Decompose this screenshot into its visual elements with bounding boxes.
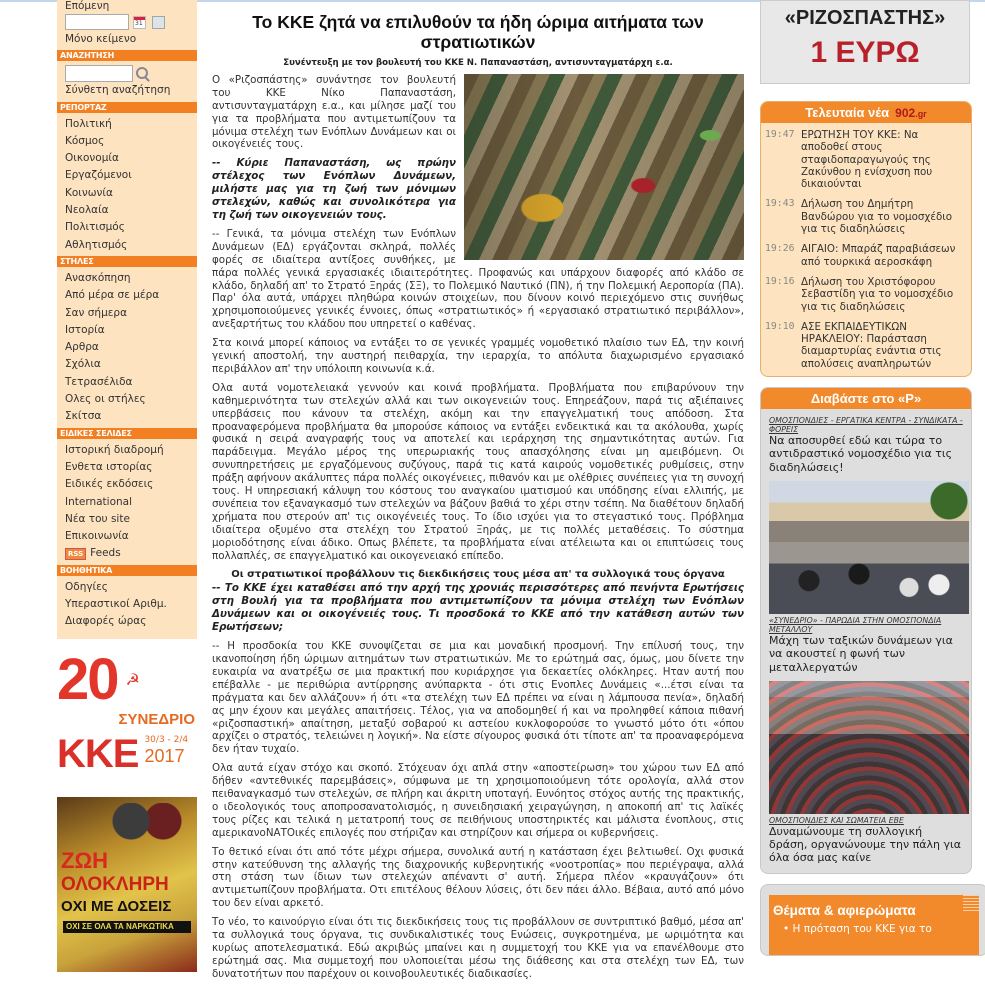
congress-party: ΚΚΕ: [57, 731, 139, 776]
section-heading-reportaz: ΡΕΠΟΡΤΑΖ: [57, 102, 197, 113]
poster-line-2: ΟΛΟΚΛΗΡΗ: [61, 873, 169, 895]
article: [212, 0, 744, 987]
read-item[interactable]: [761, 416, 971, 614]
article-paragraph: Ολα αυτά νομοτελειακά γεννούν και κοινά προβλήματα. Προβλήματα που επιβαρύνουν την καθημερινότητα των στελεχών αλλά και των οικογενειών τους. Επηρεάζουν, παρά τις αξιέπαινες υπερβάσεις που κάνουν τα στελέχη, ακόμη και την επαγγελματική τους απόδοση. Στα προαναφερόμενα προβλήματα θα μπορούσε κάποιος να εντάξει ενδεικτικά και τα ακόλουθα, χωρίς φυσικά η σειρά αναγραφής τους να αποτελεί και ιεράρχηση της σημαντικότητας αυτών. Για παράδειγμα. Μεγάλο μέρος της υπερωριακής τους απασχόλησης είναι μη αμειβόμενη. Οι συνυπηρετήσεις με εργαζόμενους συζύγους, παρά τις κατά καιρούς νομοθετικές ρυθμίσεις, στην πράξη αφήνουν ακάλυπτες πάρα πολλές οικογένειες, πιθανόν και με ολέθριες συνέπειες για τη συνοχή τους. Η υπηρεσιακή κάλυψη του κόστους του αναγκαίου ιματισμού και υπόδησης είναι ελλιπής, με συνέπεια τον εξαναγκασμό των στελεχών να βάζουν βαθιά το χέρι στην τσέπη. Να διαθέτουν δηλαδή χρήματα που στερούν απ' τις οικογένειές τους. Το ίδιο ισχύει για το στεγαστικό τους. Πρόβλημα ιδιαίτερα οξυμένο στα στελέχη του Στρατού Ξηράς, με τις πολλές μεταθέσεις. Το σύστημα μοριοδότησης είναι άδικο. Οπως βλέπετε, τα προβλήματα είναι ατέλειωτα και οι επιπτώσεις τους πολλαπλές, σε επαγγελματικό και οικογενειακό επίπεδο.: [212, 381, 744, 562]
rss-feeds-label: Feeds: [90, 547, 121, 560]
news-text[interactable]: Δήλωση του Δημήτρη Βανδώρου για το νομοσχέδιο για τις διαδηλώσεις: [801, 198, 953, 236]
sidebar-item-politismos[interactable]: Πολιτισμός: [65, 221, 125, 234]
sidebar-item-nea-tou-site[interactable]: Νέα του site: [65, 512, 130, 525]
sidebar-item-arthra[interactable]: Αρθρα: [65, 341, 99, 354]
search-heading: ΑΝΑΖΗΤΗΣΗ: [57, 50, 197, 61]
article-paragraph: Το νέο, το καινούργιο είναι ότι τις διεκδικήσεις τους τις προβάλλουν σε συντριπτικό βαθμό, μέσα απ' τα συλλογικά τους όργανα, τις συνδικαλιστικές τους Ενώσεις, συγκροτημένα, με ωριμότητα και κυρίως αποτελεσματικά. Εδώ ακριβώς μπαίνει και η συμμετοχή του ΚΚΕ για να επανέλθουμε στο ερώτημά σας. Μια συμμετοχή που υλοποιείται μέσω της διάθεσης και στα στελέχη των ΕΔ, των δυνατοτήτων που παρέχουν οι κοινοβουλευτικές διαδικασίες.: [212, 916, 744, 980]
sidebar-item-diafores-oras[interactable]: Διαφορές ώρας: [65, 615, 147, 628]
hammer-sickle-icon: ☭: [125, 669, 140, 689]
congress-top-row: [57, 649, 197, 711]
sidebar-item-ergazomenoi[interactable]: Εργαζόμενοι: [65, 169, 132, 182]
sidebar-item-anaskopisi[interactable]: Ανασκόπηση: [65, 271, 131, 284]
sidebar-item-rss-feeds[interactable]: [57, 545, 197, 562]
anti-drugs-poster[interactable]: [57, 797, 197, 972]
news-time: 19:16: [765, 275, 795, 287]
interview-question: -- Το ΚΚΕ έχει καταθέσει από την αρχή της χρονιάς περισσότερες από πενήντα Ερωτήσεις στη Βουλή για τα προβλήματα που αντιμετωπίζουν τα μόνιμα στελέχη των Ενόπλων Δυνάμεων και οι οικογένειές τους. Τι προσδοκά το ΚΚΕ από την κατάθεση αυτών των Ερωτήσεων;: [212, 582, 744, 634]
sidebar-item-oikonomia[interactable]: Οικονομία: [65, 152, 119, 165]
read-in-r-box: [760, 387, 972, 874]
article-paragraph: Ολα αυτά είχαν στόχο και σκοπό. Στόχευαν όχι απλά στην «αποστείρωση» του χώρου των ΕΔ από δήθεν «αντεθνικές παρεμβάσεις», σύμφωνα με τη χρησιμοποιούμενη τότε ορολογία, αλλά στον πειθαναγκασμό των στελεχών, σε πλήρη και άκριτη υποταγή. Ευνόητος στόχος αυτής της πρακτικής, ο ιδεολογικός τους αποπροσανατολισμός, η συνειδησιακή χειραγώγηση, η αποκοπή απ' τις λαϊκές τους ρίζες και τελικά η μετατροπή τους σε πειθήνιους υποστηρικτές και μάλιστα ένοπλους, στις αμερικανοΝΑΤΟικές επιλογές που στήριζαν και στηρίζουν και σήμερα οι κυβερνήσεις.: [212, 762, 744, 839]
congress-dates-block: [144, 735, 188, 766]
article-paragraph: Ο «Ριζοσπάστης» συνάντησε τον βουλευτή του ΚΚΕ Νίκο Παπαναστάση, αντισυνταγματάρχη ε.α., και μίλησε μαζί του για τα προβλήματα που αντιμετωπίζουν τα μόνιμα στελέχη των Ενόπλων Δυνάμεων και οι οικογένειές τους.: [212, 73, 456, 151]
news-text[interactable]: ΑΙΓΑΙΟ: Μπαράζ παραβιάσεων από τουρκικά αεροσκάφη: [801, 243, 956, 268]
congress-year: 2017: [144, 745, 185, 766]
sidebar-item-istoria[interactable]: Ιστορία: [65, 323, 105, 336]
congress-bottom-row: [57, 729, 197, 787]
themes-panel: [769, 895, 979, 955]
poster-line-3: ΟΧΙ ΜΕ ΔΟΣΕΙΣ: [61, 897, 172, 915]
sidebar-item-yperastikoi-arithmoi[interactable]: Υπεραστικοί Αριθμ.: [65, 598, 167, 611]
sidebar-item-tetraselida[interactable]: Τετρασέλιδα: [65, 375, 133, 388]
congress-dates: 30/3 - 2/4: [144, 734, 189, 745]
article-title: Το ΚΚΕ ζητά να επιλυθούν τα ήδη ώριμα αιτήματα των στρατιωτικών: [252, 12, 704, 52]
news-time: 19:47: [765, 129, 795, 140]
sidebar-nav: [57, 0, 197, 639]
sidebar-item-sxolia[interactable]: Σχόλια: [65, 358, 101, 371]
date-input[interactable]: [65, 14, 129, 30]
calendar-icon[interactable]: 31: [133, 16, 146, 29]
article-paragraph: -- Γενικά, τα μόνιμα στελέχη των Ενόπλων Δυνάμεων (ΕΔ) εργάζονται σκληρά, πολλές φορές σε ιδιαίτερα αντίξοες συνθήκες, με πάρα πολλές γενικά εργασιακές ιδιαιτερότητες. Προφανώς και υπάρχουν διαφορές από κλάδο σε κλάδο, δηλαδή απ' το Στρατό Ξηράς (ΣΞ), το Πολεμικό Ναυτικό (ΠΝ), ή την Πολεμική Αεροπορία (ΠΑ). Παρ' όλα αυτά, υπάρχει πληθώρα κοινών στοιχείων, που δίνουν κοινό περιεχόμενο στις συνήθως χρησιμοποιούμενες γενικές έννοιες, όπως «στρατιωτικός» ή «εργασιακό στρατιωτικό περιβάλλον», ανεξαρτήτως του κλάδου που υπηρετεί ο καθένας.: [212, 227, 744, 331]
stripes-decoration: [963, 895, 979, 911]
read-item-image[interactable]: [769, 481, 969, 614]
news-item[interactable]: [761, 317, 971, 376]
read-item-category[interactable]: ΟΜΟΣΠΟΝΔΙΕΣ - ΕΡΓΑΤΙΚΑ ΚΕΝΤΡΑ - ΣΥΝΔΙΚΑΤΑ - ΦΟΡΕΙΣ: [769, 416, 963, 435]
rss-icon: RSS: [65, 548, 86, 560]
section-heading-voithitika: ΒΟΗΘΗΤΙΚΑ: [57, 565, 197, 576]
latest-news-box: [760, 101, 972, 377]
sidebar-item-epikoinonia[interactable]: Επικοινωνία: [65, 530, 129, 543]
sidebar-item-athlitismos[interactable]: Αθλητισμός: [65, 238, 128, 251]
sidebar-item-entheta-istorias[interactable]: Ενθετα ιστορίας: [65, 460, 153, 473]
themes-title: Θέματα & αφιερώματα: [773, 902, 916, 918]
sidebar-item-kosmos[interactable]: Κόσμος: [65, 134, 105, 147]
sidebar-item-oles-oi-stiles[interactable]: Ολες οι στήλες: [65, 393, 146, 406]
advanced-search-link[interactable]: Σύνθετη αναζήτηση: [65, 84, 171, 97]
news-time: 19:43: [765, 198, 795, 210]
ad-line-2: 1 ΕΥΡΩ: [810, 36, 920, 69]
article-paragraph: Στα κοινά μπορεί κάποιος να εντάξει το σε γενικές γραμμές νομοθετικό πλαίσιο των ΕΔ, την κοινή γενική αποστολή, την αυστηρή πειθαρχία, την ιεραρχία, το απόλυτα διαχωρισμένο εργασιακό περιβάλλον απ' την υπόλοιπη κοινωνία κ.ά.: [212, 337, 744, 375]
sidebar-item-istoriki-diadromi[interactable]: Ιστορική διαδρομή: [65, 443, 164, 456]
sidebar-item-neolaia[interactable]: Νεολαία: [65, 204, 109, 217]
text-only-link[interactable]: Μόνο κείμενο: [65, 33, 137, 45]
latest-news-header: [761, 102, 971, 123]
read-item-title[interactable]: Μάχη των ταξικών δυνάμεων για να ακουστεί η φωνή των μεταλλεργατών: [769, 633, 953, 674]
read-item[interactable]: [761, 616, 971, 814]
congress-banner[interactable]: [57, 649, 197, 789]
poster-line-1: ΖΩΗ: [61, 847, 108, 873]
sidebar-item-apo-mera-se-mera[interactable]: Από μέρα σε μέρα: [65, 289, 160, 302]
article-section-heading: Οι στρατιωτικοί προβάλλουν τις διεκδικήσεις τους μέσα απ' τα συλλογικά τους όργανα: [231, 568, 725, 580]
sidebar-item-skitsa[interactable]: Σκίτσα: [65, 410, 102, 423]
902-logo[interactable]: 902.gr: [895, 106, 927, 120]
read-item-title[interactable]: Να αποσυρθεί εδώ και τώρα το αντιδραστικό νομοσχέδιο για τις διαδηλώσεις!: [769, 434, 953, 474]
news-text[interactable]: ΑΣΕ ΕΚΠΑΙΔΕΥΤΙΚΩΝ ΗΡΑΚΛΕΙΟΥ: Παράσταση διαμαρτυρίας ενάντια στις απολύσεις αναπληρωτών: [801, 320, 942, 370]
news-text[interactable]: Δήλωση του Χριστόφορου Σεβαστίδη για το νομοσχέδιο για τις διαδηλώσεις: [801, 275, 954, 313]
news-text[interactable]: ΕΡΩΤΗΣΗ ΤΟΥ ΚΚΕ: Να αποδοθεί στους σταφιδοπαραγωγούς της Ζακύνθου η ενίσχυση που δικαιούνται: [801, 129, 933, 191]
congress-label: ΣΥΝΕΔΡΙΟ: [118, 710, 195, 728]
read-item-title[interactable]: Δυναμώνουμε τη συλλογική δράση, οργανώνουμε την πάλη για όλα όσα μας καίνε: [769, 824, 961, 865]
congress-number: 20: [57, 648, 118, 712]
themes-box: [760, 884, 985, 956]
sidebar-item-politiki[interactable]: Πολιτική: [65, 117, 112, 130]
themes-item[interactable]: • Η πρόταση του ΚΚΕ για το: [783, 922, 932, 935]
document-icon[interactable]: [152, 16, 165, 29]
section-heading-stiles: ΣΤΗΛΕΣ: [57, 256, 197, 267]
section-heading-eidikes-selides: ΕΙΔΙΚΕΣ ΣΕΛΙΔΕΣ: [57, 428, 197, 439]
news-item[interactable]: [761, 125, 971, 192]
article-paragraph: Το θετικό είναι ότι από τότε μέχρι σήμερα, συνολικά αυτή η κατάσταση έχει βελτιωθεί. Οχι φυσικά στην κατεύθυνση της αλλαγής της διαχρονικής κυβερνητικής «νοοτροπίας» που περιέγραψα, αλλά στη στάση των ίδιων των στελεχών απέναντι σ' αυτή. Σήμερα πλέον «κραυγάζουν» ότι αντιμετωπίζουν προβλήματα. Οτι επιτέλους θέλουν λύσεις, ότι δεν πάει άλλο. Βέβαια, αυτό από μόνο του δεν είναι αρκετό.: [212, 845, 744, 910]
read-item-image[interactable]: [769, 681, 969, 814]
news-item[interactable]: [761, 272, 971, 315]
sidebar-item-koinonia[interactable]: Κοινωνία: [65, 186, 113, 199]
poster-line-4: ΟΧΙ ΣΕ ΟΛΑ ΤΑ ΝΑΡΚΩΤΙΚΑ: [63, 921, 191, 933]
poster-figures: [107, 803, 187, 848]
rizospastis-ad-banner[interactable]: [760, 0, 970, 84]
sidebar-item-san-simera[interactable]: Σαν σήμερα: [65, 306, 128, 319]
latest-news-title: Τελευταία νέα: [805, 105, 890, 120]
left-sidebar: [57, 0, 197, 961]
article-paragraph: -- Η προσδοκία του ΚΚΕ συνοψίζεται σε μια και μοναδική προσμονή. Την επίλυσή τους, την ικανοποίηση ήδη ώριμων αιτημάτων των στρατιωτικών. Με το ερώτημά σας, όμως, μου δίνετε την ευκαιρία να ανατρέξω σε μια πρακτική που κυριάρχησε για δεκαετίες ολόκληρες. Ηταν αυτή που επέβαλλε - με περιθώρια αντίρρησης ανύπαρκτα - ότι στις Ενοπλες Δυνάμεις «...έτσι είναι τα πράγματα και δεν αλλάζουν» ή ότι «τα στελέχη των ΕΔ πρέπει να είναι η λάμπουσα πενία», δηλαδή ας μην έχουν και μεγάλες απαιτήσεις. Τέλος, για να αποδομηθεί ή και να προληφθεί κάποια πιθανή «ριζοσπαστική» απαίτηση, μεταξύ σοβαρού κι αστείου κυκλοφορούσε το γνωστό μότο ότι «όπου αρχίζει ο στρατός, τελειώνει η λογική». Να είστε σίγουρος φυσικά ότι τίποτε απ' τα προαναφερόμενα δεν ήταν τυχαίο.: [212, 640, 744, 756]
news-time: 19:10: [765, 320, 795, 332]
right-column: [760, 0, 975, 956]
read-item-category[interactable]: ΟΜΟΣΠΟΝΔΙΕΣ ΚΑΙ ΣΩΜΑΤΕΙΑ ΕΒΕ: [769, 815, 904, 825]
news-item[interactable]: [761, 239, 971, 270]
read-item[interactable]: [761, 816, 971, 865]
read-in-r-title: Διαβάστε στο «Ρ»: [761, 388, 971, 409]
news-item[interactable]: [761, 194, 971, 237]
ad-line-1: «ΡΙΖΟΣΠΑΣΤΗΣ»: [784, 7, 946, 29]
sidebar-item-odigies[interactable]: Οδηγίες: [65, 580, 108, 593]
sidebar-item-eidikes-ekdoseis[interactable]: Ειδικές εκδόσεις: [65, 478, 154, 491]
news-time: 19:26: [765, 243, 795, 255]
sidebar-item-international[interactable]: International: [65, 495, 133, 508]
date-picker-row: [57, 13, 197, 31]
interview-question: -- Κύριε Παπαναστάση, ως πρώην στέλεχος των Ενόπλων Δυνάμεων, μιλήστε μας για τη ζωή των μόνιμων στελεχών, καθώς και συνολικότερα για τη ζωή των οικογενειών τους.: [212, 157, 456, 221]
next-edition-link[interactable]: Επόμενη: [65, 0, 110, 12]
search-row: [57, 64, 197, 82]
article-subtitle: Συνέντευξη με τον βουλευτή του ΚΚΕ Ν. Παπαναστάση, αντισυνταγματάρχη ε.α.: [283, 58, 673, 68]
article-image: [464, 74, 744, 260]
read-item-category[interactable]: «ΣΥΝΕΔΡΙΟ» - ΠΑΡΩΔΙΑ ΣΤΗΝ ΟΜΟΣΠΟΝΔΙΑ ΜΕΤΑΛΛΟΥ: [769, 615, 942, 634]
search-icon[interactable]: [136, 67, 148, 79]
search-input[interactable]: [65, 65, 133, 82]
